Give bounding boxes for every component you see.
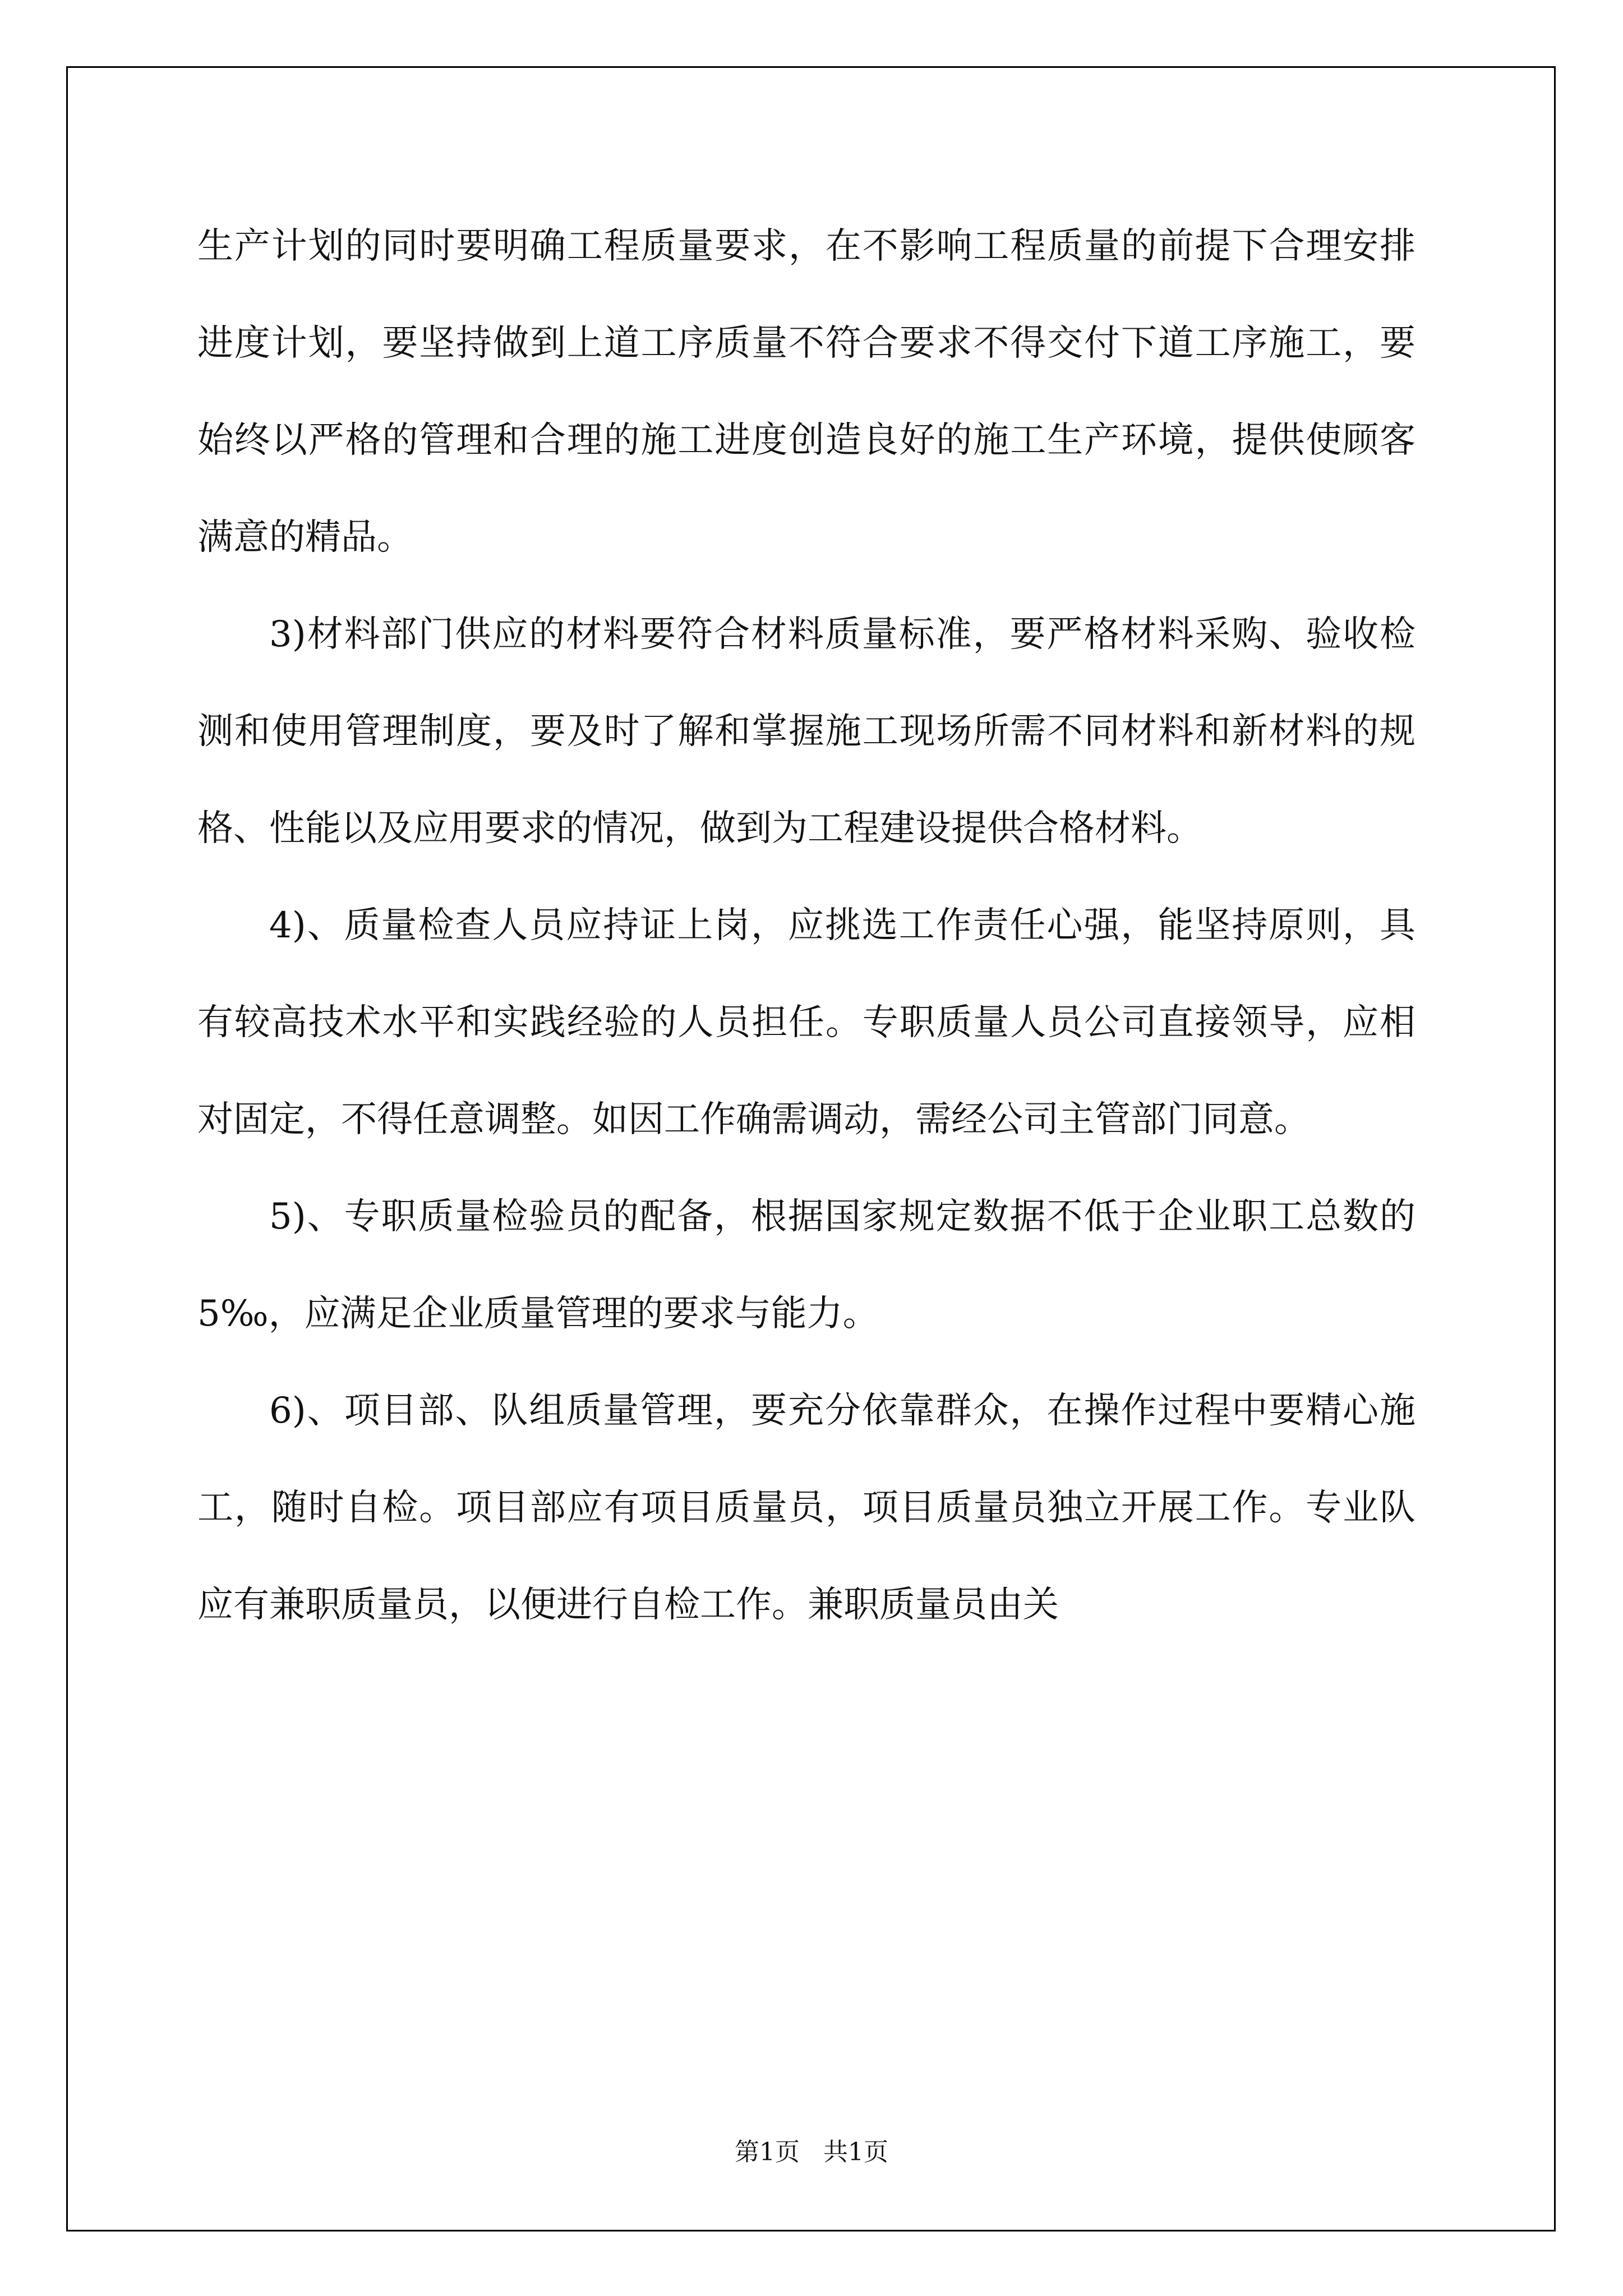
paragraph-item-6: 6)、项目部、队组质量管理，要充分依靠群众，在操作过程中要精心施工，随时自检。项目部应有项目质量员，项目质量员独立开展工作。专业队应有兼职质量员，以便进行自检工作。兼职质量员由关	[197, 1390, 1415, 1626]
paragraph-item-4: 4)、质量检查人员应持证上岗，应挑选工作责任心强，能坚持原则，具有较高技术水平和实践经验的人员担任。专职质量人员公司直接领导，应相对固定，不得任意调整。如因工作确需调动，需经公司主管部门同意。	[197, 905, 1415, 1140]
document-body	[197, 198, 1415, 1654]
paragraph-continuation: 生产计划的同时要明确工程质量要求，在不影响工程质量的前提下合理安排进度计划，要坚持做到上道工序质量不符合要求不得交付下道工序施工，要始终以严格的管理和合理的施工进度创造良好的施工生产环境，提供使顾客满意的精品。	[197, 226, 1415, 558]
paragraph-item-5: 5)、专职质量检验员的配备，根据国家规定数据不低于企业职工总数的5‰，应满足企业质量管理的要求与能力。	[197, 1196, 1415, 1335]
paragraph-item-3: 3)材料部门供应的材料要符合材料质量标准，要严格材料采购、验收检测和使用管理制度，要及时了解和掌握施工现场所需不同材料和新材料的规格、性能以及应用要求的情况，做到为工程建设提供合格材料。	[197, 614, 1415, 849]
page-number-footer: 第1页 共1页	[735, 2138, 888, 2166]
